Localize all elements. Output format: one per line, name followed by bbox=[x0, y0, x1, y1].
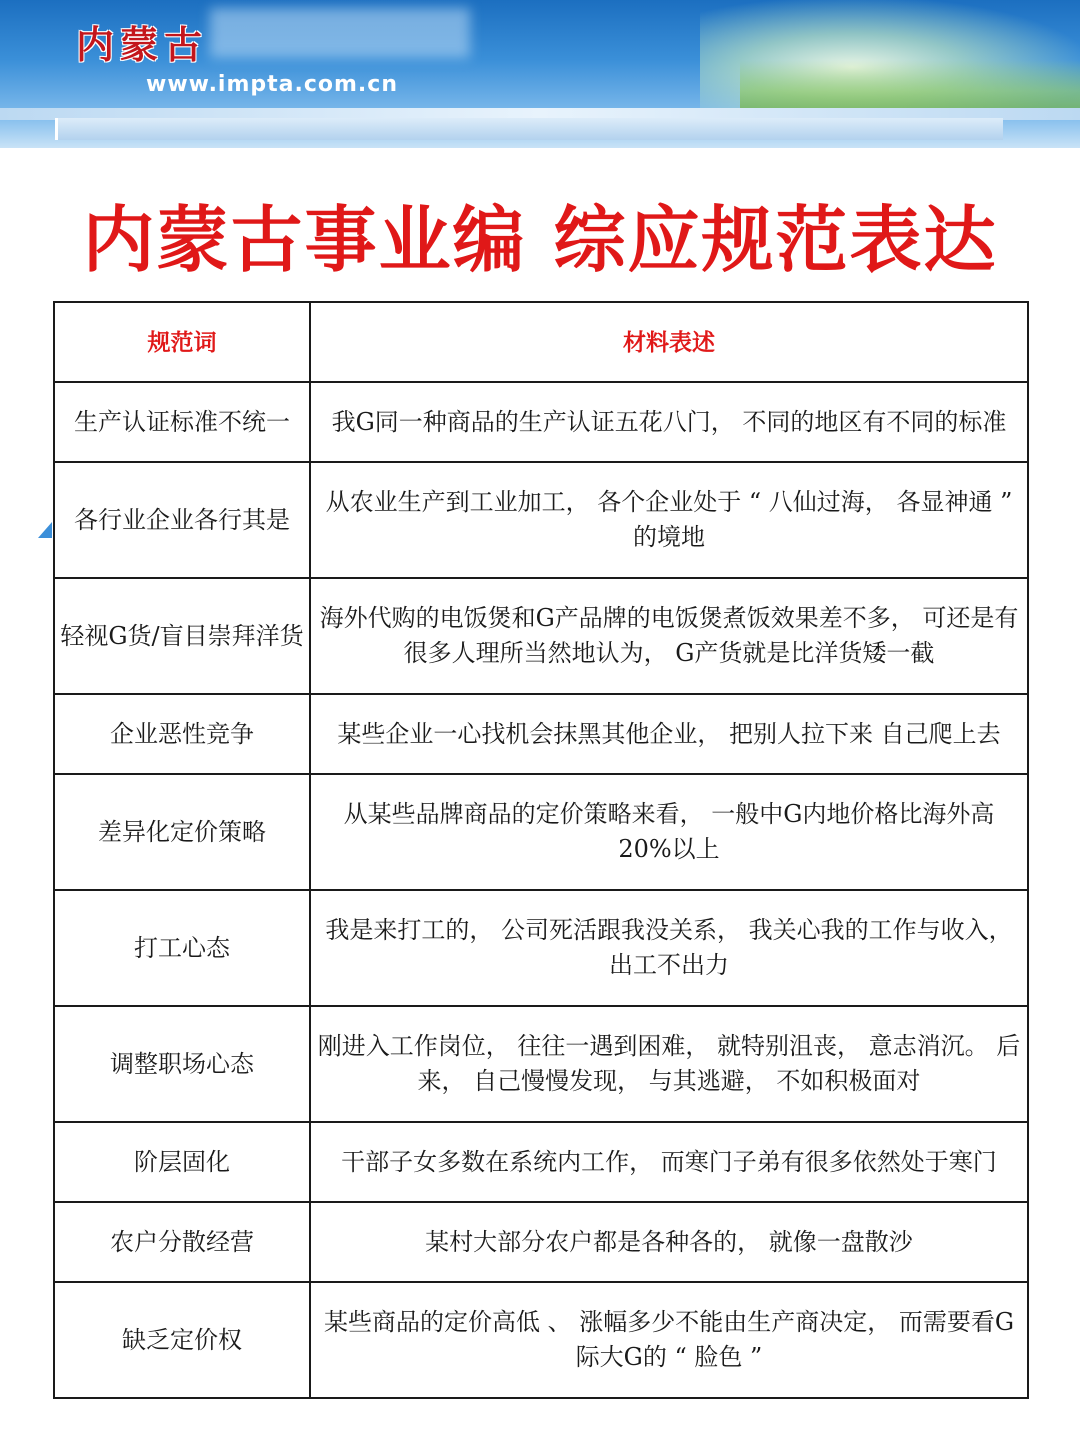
site-url[interactable]: www.impta.com.cn bbox=[146, 72, 398, 97]
term-cell: 生产认证标准不统一 bbox=[54, 382, 310, 462]
banner-blurred-area bbox=[210, 8, 470, 58]
term-cell: 企业恶性竞争 bbox=[54, 694, 310, 774]
term-cell: 打工心态 bbox=[54, 890, 310, 1006]
description-cell: 我是来打工的， 公司死活跟我没关系， 我关心我的工作与收入， 出工不出力 bbox=[310, 890, 1028, 1006]
description-cell: 从农业生产到工业加工， 各个企业处于 “ 八仙过海， 各显神通 ” 的境地 bbox=[310, 462, 1028, 578]
description-cell: 某些商品的定价高低 、 涨幅多少不能由生产商决定， 而需要看G际大G的 “ 脸色 ” bbox=[310, 1282, 1028, 1398]
term-cell: 差异化定价策略 bbox=[54, 774, 310, 890]
table-row bbox=[54, 462, 1028, 578]
description-cell: 干部子女多数在系统内工作， 而寒门子弟有很多依然处于寒门 bbox=[310, 1122, 1028, 1202]
description-cell: 海外代购的电饭煲和G产品牌的电饭煲煮饭效果差不多， 可还是有很多人理所当然地认为， G产货就是比洋货矮一截 bbox=[310, 578, 1028, 694]
term-cell: 轻视G货/盲目崇拜洋货 bbox=[54, 578, 310, 694]
description-cell: 某些企业一心找机会抹黑其他企业， 把别人拉下来 自己爬上去 bbox=[310, 694, 1028, 774]
corner-triangle-decoration bbox=[38, 522, 52, 538]
table-row bbox=[54, 382, 1028, 462]
description-cell: 我G同一种商品的生产认证五花八门， 不同的地区有不同的标准 bbox=[310, 382, 1028, 462]
table-row bbox=[54, 890, 1028, 1006]
header-description: 材料表述 bbox=[310, 302, 1028, 382]
table-header-row bbox=[54, 302, 1028, 382]
logo: 内蒙古 bbox=[76, 22, 209, 67]
description-cell: 刚进入工作岗位， 往往一遇到困难， 就特别沮丧， 意志消沉。 后来， 自己慢慢发现， 与其逃避， 不如积极面对 bbox=[310, 1006, 1028, 1122]
table-row bbox=[54, 1202, 1028, 1282]
table-row bbox=[54, 1282, 1028, 1398]
page-title: 内蒙古事业编 综应规范表达 bbox=[82, 198, 998, 282]
header-banner bbox=[0, 0, 1080, 148]
term-cell: 各行业企业各行其是 bbox=[54, 462, 310, 578]
header-term: 规范词 bbox=[54, 302, 310, 382]
description-cell: 从某些品牌商品的定价策略来看， 一般中G内地价格比海外高 20%以上 bbox=[310, 774, 1028, 890]
term-cell: 阶层固化 bbox=[54, 1122, 310, 1202]
description-cell: 某村大部分农户都是各种各的， 就像一盘散沙 bbox=[310, 1202, 1028, 1282]
term-cell: 农户分散经营 bbox=[54, 1202, 310, 1282]
table-row bbox=[54, 1122, 1028, 1202]
term-cell: 调整职场心态 bbox=[54, 1006, 310, 1122]
table-row bbox=[54, 1006, 1028, 1122]
banner-landscape bbox=[740, 60, 1080, 112]
term-cell: 缺乏定价权 bbox=[54, 1282, 310, 1398]
table-row bbox=[54, 578, 1028, 694]
table-row bbox=[54, 774, 1028, 890]
norms-table bbox=[53, 301, 1029, 1399]
table-row bbox=[54, 694, 1028, 774]
banner-bar bbox=[55, 118, 1003, 140]
